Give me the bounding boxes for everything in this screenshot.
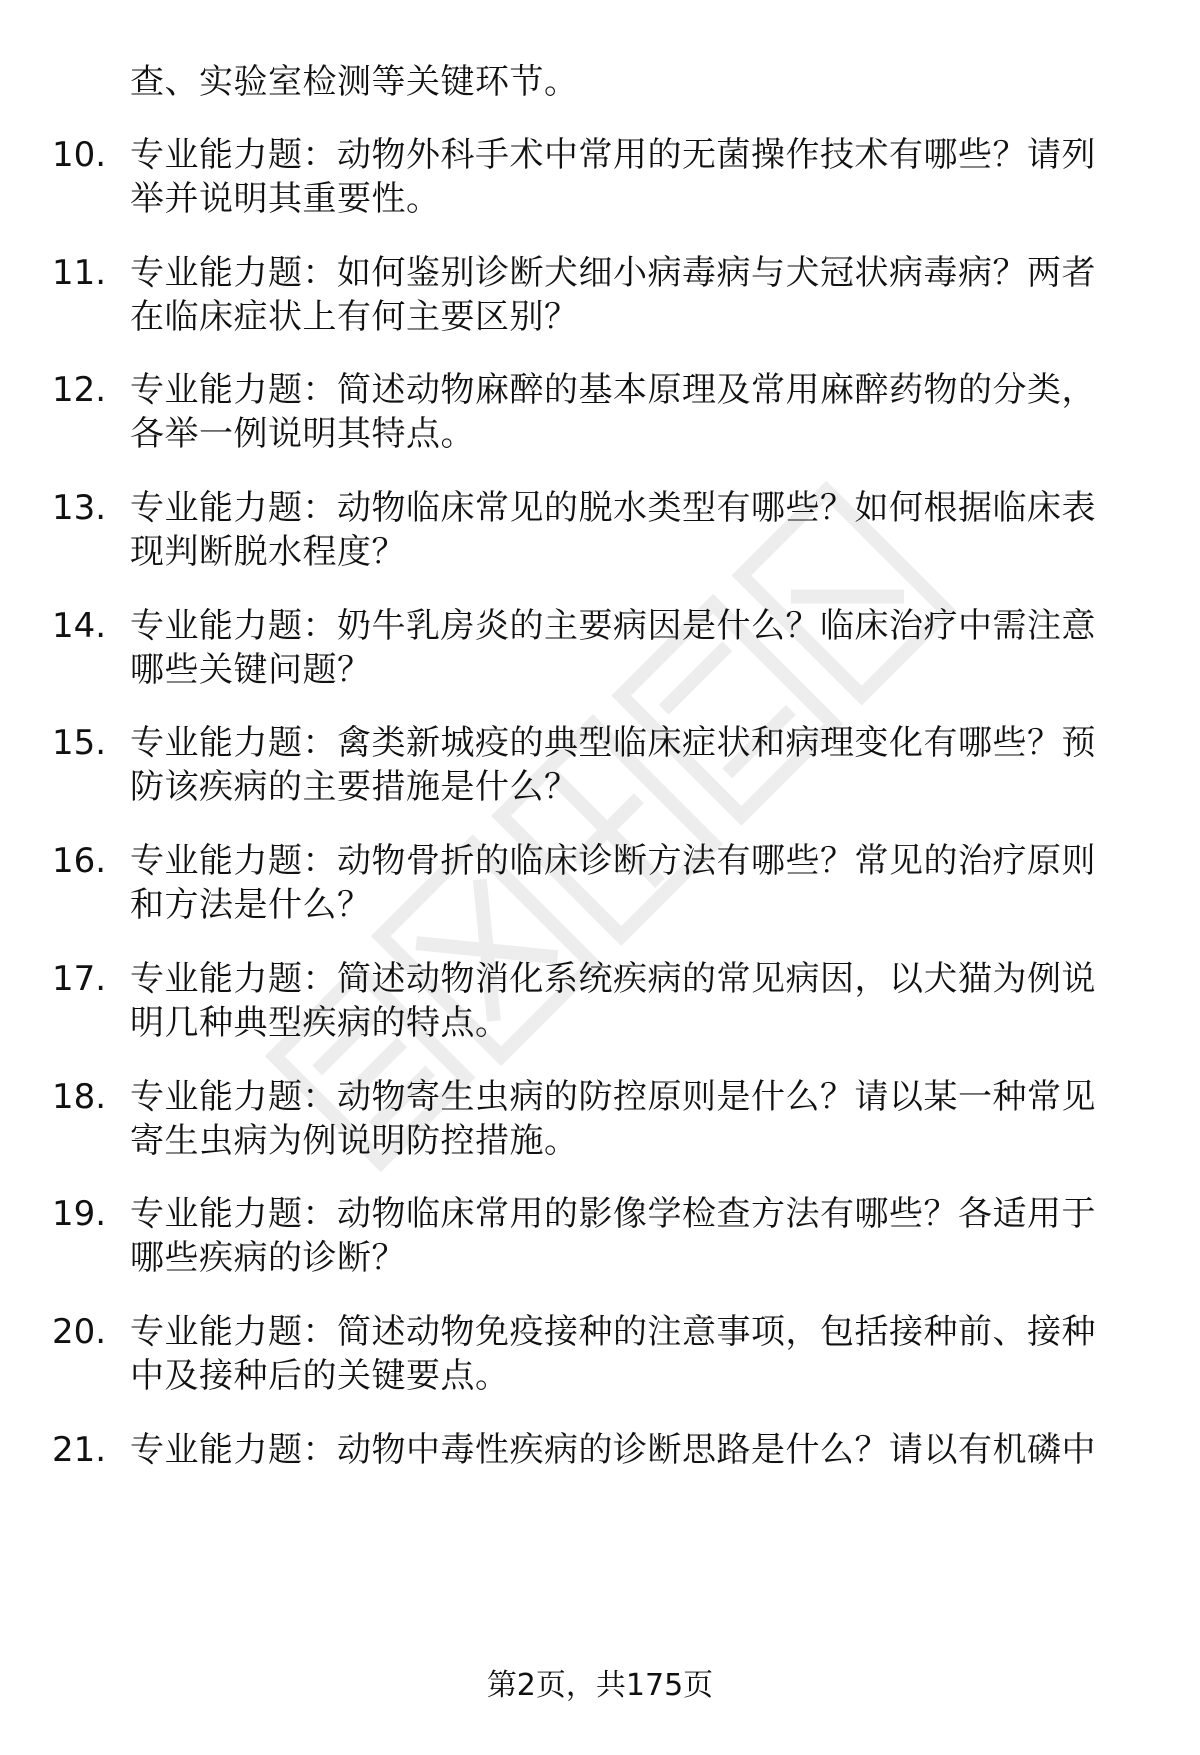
question-text-line: 专业能力题：动物寄生虫病的防控原则是什么？请以某一种常见 (130, 1077, 1096, 1117)
question-text-line: 现判断脱水程度？ (130, 532, 406, 572)
question-text-line: 举并说明其重要性。 (130, 179, 441, 219)
question-number: 13. (52, 488, 107, 528)
question-text-line: 专业能力题：动物临床常用的影像学检查方法有哪些？各适用于 (130, 1194, 1096, 1234)
question-text-line: 专业能力题：简述动物麻醉的基本原理及常用麻醉药物的分类， (130, 370, 1096, 410)
question-number: 14. (52, 606, 107, 646)
question-text-line: 专业能力题：禽类新城疫的典型临床症状和病理变化有哪些？预 (130, 723, 1096, 763)
question-text-line: 专业能力题：动物中毒性疾病的诊断思路是什么？请以有机磷中 (130, 1430, 1096, 1470)
question-text-line: 专业能力题：如何鉴别诊断犬细小病毒病与犬冠状病毒病？两者 (130, 253, 1096, 293)
question-number: 16. (52, 841, 107, 881)
question-number: 11. (52, 253, 107, 293)
question-text-line: 各举一例说明其特点。 (130, 414, 475, 454)
question-text-line: 专业能力题：奶牛乳房炎的主要病因是什么？临床治疗中需注意 (130, 606, 1096, 646)
question-number: 15. (52, 723, 107, 763)
question-number: 18. (52, 1077, 107, 1117)
question-text-line: 专业能力题：动物临床常见的脱水类型有哪些？如何根据临床表 (130, 488, 1096, 528)
question-text-line: 和方法是什么？ (130, 885, 372, 925)
question-text-line: 专业能力题：简述动物免疫接种的注意事项，包括接种前、接种 (130, 1312, 1096, 1352)
question-text-line: 寄生虫病为例说明防控措施。 (130, 1121, 579, 1161)
question-text-line: 中及接种后的关键要点。 (130, 1356, 510, 1396)
question-text-line: 专业能力题：简述动物消化系统疾病的常见病因，以犬猫为例说 (130, 959, 1096, 999)
continuation-text: 查、实验室检测等关键环节。 (130, 62, 579, 102)
question-number: 20. (52, 1312, 107, 1352)
question-text-line: 哪些疾病的诊断？ (130, 1238, 406, 1278)
question-number: 17. (52, 959, 107, 999)
question-text-line: 专业能力题：动物骨折的临床诊断方法有哪些？常见的治疗原则 (130, 841, 1096, 881)
question-text-line: 明几种典型疾病的特点。 (130, 1003, 510, 1043)
question-number: 21. (52, 1430, 107, 1470)
question-number: 12. (52, 370, 107, 410)
question-number: 10. (52, 135, 107, 175)
question-text-line: 专业能力题：动物外科手术中常用的无菌操作技术有哪些？请列 (130, 135, 1096, 175)
page-number-footer: 第2页，共175页 (486, 1668, 714, 1703)
question-number: 19. (52, 1194, 107, 1234)
question-text-line: 在临床症状上有何主要区别？ (130, 297, 579, 337)
question-text-line: 防该疾病的主要措施是什么？ (130, 767, 579, 807)
question-text-line: 哪些关键问题？ (130, 650, 372, 690)
